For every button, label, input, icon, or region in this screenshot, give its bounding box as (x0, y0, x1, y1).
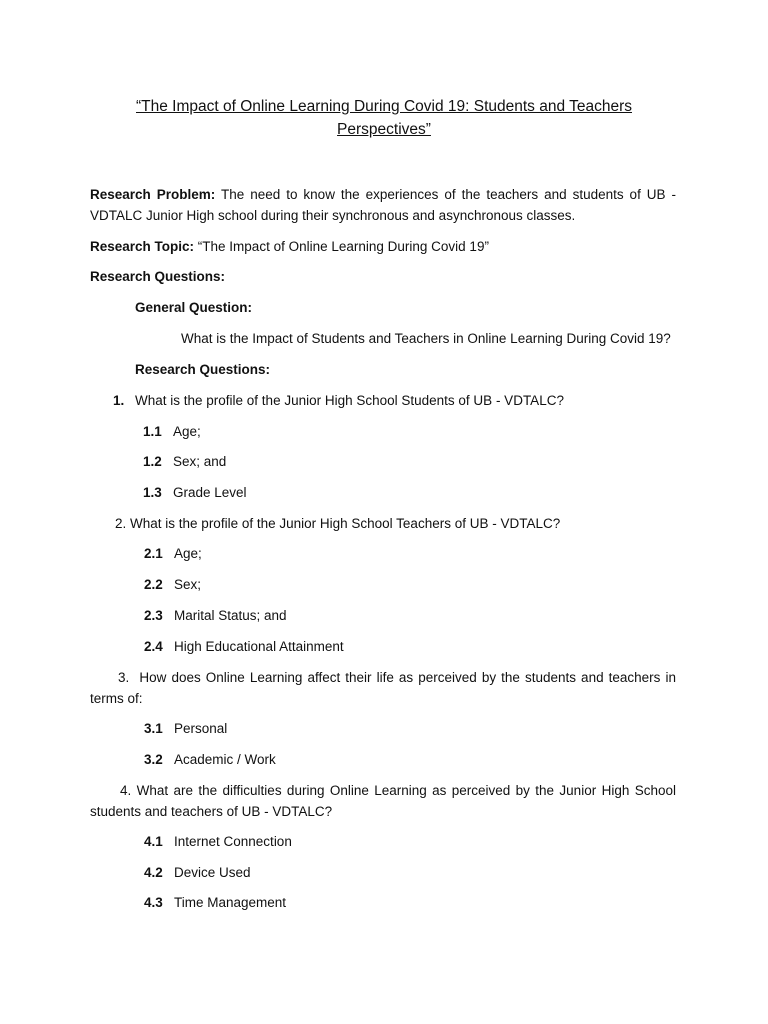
item-text: Device Used (174, 865, 251, 880)
list-item (144, 863, 251, 883)
research-problem (90, 184, 676, 226)
question-2-text: What is the profile of the Junior High School Teachers of UB - VDTALC? (130, 516, 561, 531)
list-item (144, 606, 287, 626)
item-text: High Educational Attainment (174, 639, 344, 654)
question-2-number: 2. (115, 516, 127, 531)
list-item (144, 575, 201, 595)
list-item (144, 719, 227, 739)
research-problem-text: The need to know the experiences of the teachers and students of UB - VDTALC Junior High school during their synchronous and asynchronous classes. (90, 187, 676, 223)
general-question-text: What is the Impact of Students and Teachers in Online Learning During Covid 19? (181, 331, 671, 346)
question-3-number: 3. (118, 670, 130, 685)
research-problem-label: Research Problem: (90, 187, 216, 202)
item-number: 2.1 (144, 546, 163, 561)
item-number: 3.1 (144, 721, 163, 736)
question-1-text: What is the profile of the Junior High School Students of UB - VDTALC? (135, 393, 564, 408)
list-item (144, 832, 292, 852)
research-questions-subheading: Research Questions: (135, 362, 271, 377)
item-number: 4.3 (144, 895, 163, 910)
item-text: Age; (173, 424, 201, 439)
list-item (143, 422, 201, 442)
item-text: Academic / Work (174, 752, 276, 767)
item-number: 1.3 (143, 485, 162, 500)
question-3-text: How does Online Learning affect their life as perceived by the students and teachers in terms of: (90, 670, 676, 706)
item-number: 2.4 (144, 639, 163, 654)
research-topic (90, 237, 489, 257)
list-item (144, 544, 202, 564)
question-4-text: What are the difficulties during Online Learning as perceived by the Junior High School students and teachers of UB - VDTALC? (90, 783, 676, 819)
question-3 (90, 667, 676, 709)
item-text: Internet Connection (174, 834, 292, 849)
question-1 (113, 391, 564, 411)
item-number: 1.1 (143, 424, 162, 439)
question-2 (115, 514, 560, 534)
list-item (144, 750, 276, 770)
item-number: 4.2 (144, 865, 163, 880)
item-text: Sex; and (173, 454, 227, 469)
item-number: 2.2 (144, 577, 163, 592)
question-4-number: 4. (120, 783, 132, 798)
item-text: Time Management (174, 895, 287, 910)
item-text: Marital Status; and (174, 608, 287, 623)
item-text: Grade Level (173, 485, 247, 500)
research-questions-heading: Research Questions: (90, 269, 226, 284)
document-title (0, 95, 768, 141)
research-topic-text: “The Impact of Online Learning During Covid 19” (194, 239, 489, 254)
item-number: 1.2 (143, 454, 162, 469)
question-1-number: 1. (113, 393, 125, 408)
item-text: Personal (174, 721, 228, 736)
general-question-label: General Question: (135, 300, 253, 315)
question-4 (90, 780, 676, 822)
item-text: Age; (174, 546, 202, 561)
item-number: 4.1 (144, 834, 163, 849)
research-topic-label: Research Topic: (90, 239, 195, 254)
item-text: Sex; (174, 577, 202, 592)
item-number: 3.2 (144, 752, 163, 767)
list-item (144, 893, 286, 913)
list-item (143, 483, 247, 503)
item-number: 2.3 (144, 608, 163, 623)
list-item (143, 452, 226, 472)
title-line-2: Perspectives” (337, 121, 431, 138)
title-line-1: “The Impact of Online Learning During Covid 19: Students and Teachers (136, 98, 632, 115)
list-item (144, 637, 344, 657)
